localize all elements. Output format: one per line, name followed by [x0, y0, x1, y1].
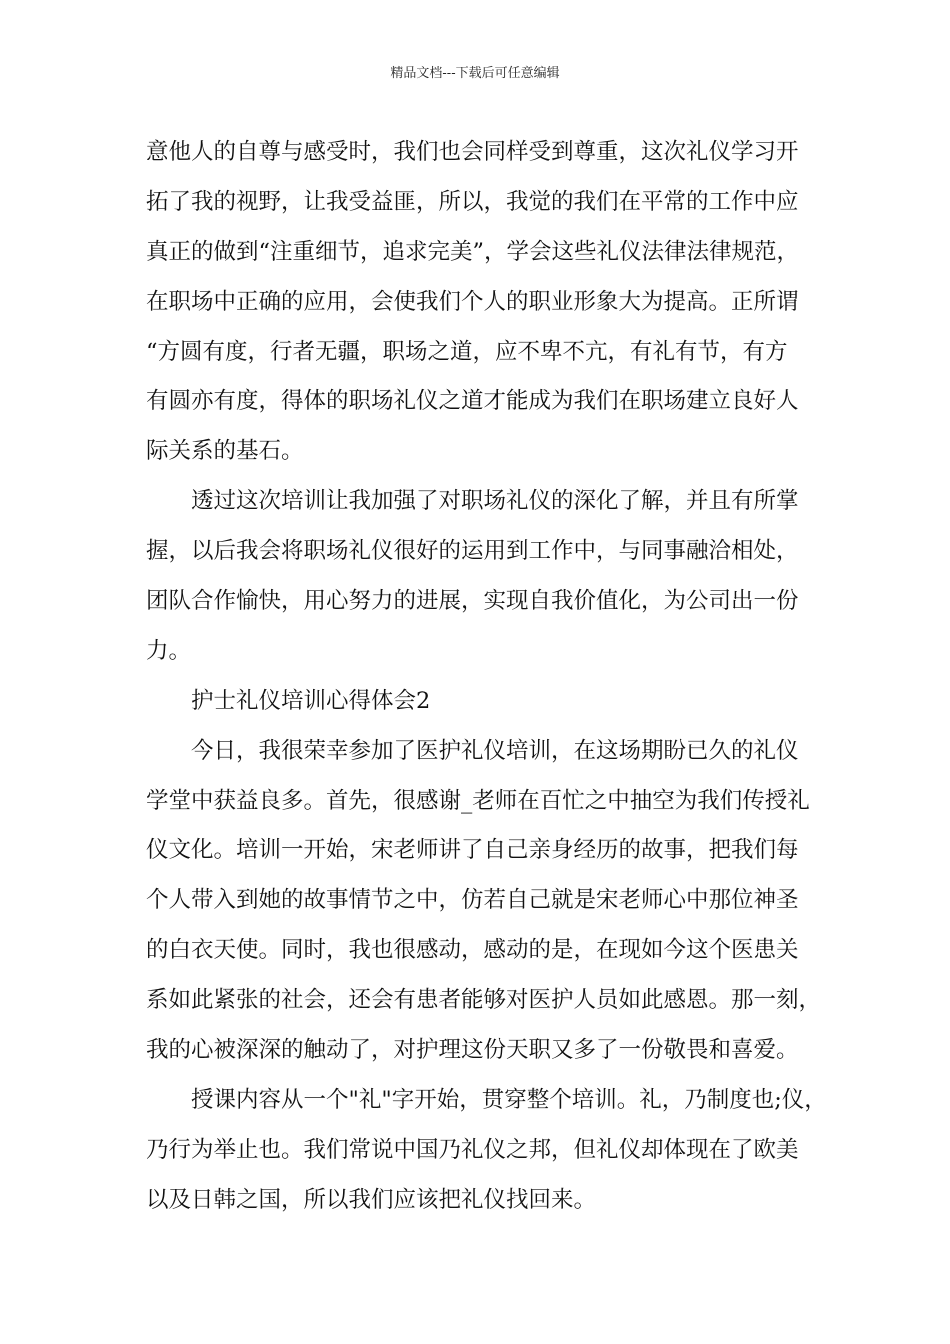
- text-line: 真正的做到“注重细节，追求完美”，学会这些礼仪法律法律规范，: [146, 238, 800, 265]
- page-header: 精品文档---下载后可任意编辑: [390, 66, 560, 81]
- text-line: 授课内容从一个"礼"字开始，贯穿整个培训。礼，乃制度也;仪，: [191, 1086, 827, 1113]
- text-line: 系如此紧张的社会，还会有患者能够对医护人员如此感恩。那一刻，: [146, 987, 822, 1014]
- text-line: 个人带入到她的故事情节之中，仿若自己就是宋老师心中那位神圣: [146, 887, 799, 914]
- text-line: 拓了我的视野，让我受益匪，所以，我觉的我们在平常的工作中应: [146, 188, 799, 215]
- paragraph-1: [146, 128, 826, 477]
- paragraph-3: [146, 727, 826, 1076]
- text-line: 乃行为举止也。我们常说中国乃礼仪之邦，但礼仪却体现在了欧美: [146, 1136, 799, 1163]
- text-line: 团队合作愉快，用心努力的进展，实现自我价值化，为公司出一份: [146, 588, 799, 615]
- section-heading: [146, 677, 826, 727]
- heading-text: 护士礼仪培训心得体会2: [191, 687, 431, 714]
- text-line: 力。: [146, 637, 192, 664]
- text-line: 握，以后我会将职场礼仪很好的运用到工作中，与同事融洽相处，: [146, 538, 799, 565]
- text-line: 透过这次培训让我加强了对职场礼仪的深化了解，并且有所掌: [191, 488, 799, 515]
- text-line: 仪文化。培训一开始，宋老师讲了自己亲身经历的故事，把我们每: [146, 837, 799, 864]
- text-line: “方圆有度，行者无疆，职场之道，应不卑不亢，有礼有节，有方: [146, 338, 788, 365]
- paragraph-4: [146, 1076, 826, 1226]
- text-line: 际关系的基石。: [146, 438, 304, 465]
- document-body: [146, 128, 826, 1226]
- text-line: 有圆亦有度，得体的职场礼仪之道才能成为我们在职场建立良好人: [146, 388, 799, 415]
- text-line: 意他人的自尊与感受时，我们也会同样受到尊重，这次礼仪学习开: [146, 139, 799, 165]
- text-line: 学堂中获益良多。首先，很感谢_老师在百忙之中抽空为我们传授礼: [146, 787, 810, 814]
- text-line: 在职场中正确的应用，会使我们个人的职业形象大为提高。正所谓: [146, 288, 799, 315]
- paragraph-2: [146, 477, 826, 677]
- text-line: 今日，我很荣幸参加了医护礼仪培训，在这场期盼已久的礼仪: [191, 737, 799, 764]
- text-line: 我的心被深深的触动了，对护理这份天职又多了一份敬畏和喜爱。: [146, 1037, 799, 1064]
- text-line: 以及日韩之国，所以我们应该把礼仪找回来。: [146, 1186, 597, 1213]
- text-line: 的白衣天使。同时，我也很感动，感动的是，在现如今这个医患关: [146, 937, 799, 964]
